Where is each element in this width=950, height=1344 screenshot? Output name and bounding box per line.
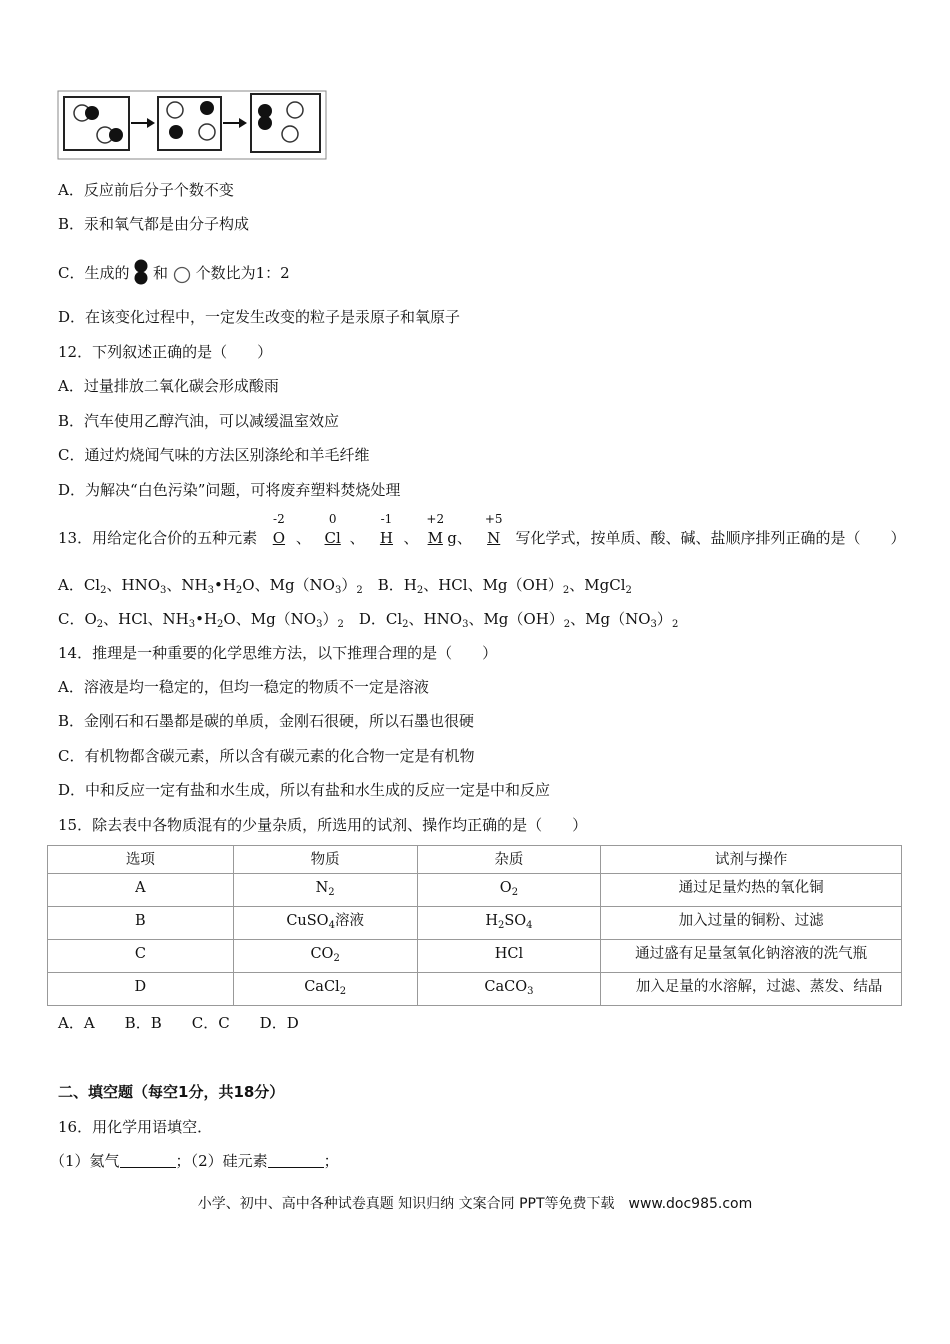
q13-options-cd: C．$O_2$、HCl、$NH_3•H_2O$、$Mg(NO_3)_2$ D．$Cl_2$、$HNO_3$、$Mg(OH)_2$、$Mg(NO_3)_2$ bbox=[58, 610, 679, 630]
table-row bbox=[48, 907, 902, 940]
header-reagent: 试剂与操作 bbox=[601, 846, 902, 874]
substance-cell: $N_2$ bbox=[233, 874, 417, 907]
q14-option-d: D．中和反应一定有盐和水生成，所以有盐和水生成的反应一定是中和反应 bbox=[58, 781, 551, 799]
semicolon: ； bbox=[175, 1152, 191, 1170]
q13-stem-pre: 13．用给定化合价的五种元素 bbox=[58, 529, 258, 547]
reaction-diagram bbox=[57, 90, 327, 160]
separator: 、 bbox=[295, 529, 311, 547]
q12-option-a: A．过量排放二氧化碳会形成酸雨 bbox=[58, 377, 279, 395]
q14-option-c: C．有机物都含碳元素，所以含有碳元素的化合物一定是有机物 bbox=[58, 747, 475, 765]
q11-option-c bbox=[58, 258, 290, 286]
q11-option-c-mid: 和 bbox=[153, 264, 169, 282]
answer-blank-1[interactable] bbox=[120, 1153, 176, 1168]
q12-stem: 12．下列叙述正确的是（ ） bbox=[58, 343, 273, 361]
row-label: A bbox=[48, 874, 234, 907]
substance-cell: CuSO$_4$溶液 bbox=[233, 907, 417, 940]
row-label: C bbox=[48, 940, 234, 973]
q13-stem-post: 写化学式，按单质、酸、碱、盐顺序排列正确的是（ ） bbox=[515, 529, 906, 547]
substance-cell: CaCl$_2$ bbox=[233, 973, 417, 1006]
q15-stem: 15．除去表中各物质混有的少量杂质，所选用的试剂、操作均正确的是（ ） bbox=[58, 816, 588, 834]
page-footer: 小学、初中、高中各种试卷真题 知识归纳 文案合同 PPT等免费下载 www.doc985.com bbox=[197, 1196, 753, 1212]
valence-oxygen: -2 O bbox=[272, 512, 286, 547]
header-impurity: 杂质 bbox=[417, 846, 601, 874]
q14-option-a: A．溶液是均一稳定的，但均一稳定的物质不一定是溶液 bbox=[58, 678, 429, 696]
valence-chlorine: 0 Cl bbox=[324, 512, 341, 547]
q11-option-c-post: 个数比为1：2 bbox=[195, 264, 290, 282]
q16-part2-label: （2）硅元素 bbox=[190, 1152, 268, 1170]
row-label: D bbox=[48, 973, 234, 1006]
header-substance: 物质 bbox=[233, 846, 417, 874]
reagent-cell: 加入过量的铜粉、过滤 bbox=[601, 907, 902, 940]
impurity-cell: HCl bbox=[417, 940, 601, 973]
q15-answers: A．A B．B C．C D．D bbox=[58, 1014, 299, 1032]
q12-option-b: B．汽车使用乙醇汽油，可以减缓温室效应 bbox=[58, 412, 340, 430]
reagent-cell: 通过足量灼热的氧化铜 bbox=[601, 874, 902, 907]
q11-option-b: B．汞和氧气都是由分子构成 bbox=[58, 215, 250, 233]
reagent-cell: 通过盛有足量氢氧化钠溶液的洗气瓶 bbox=[601, 940, 902, 973]
q12-option-c: C．通过灼烧闻气味的方法区别涤纶和羊毛纤维 bbox=[58, 446, 370, 464]
q11-option-a: A．反应前后分子个数不变 bbox=[58, 181, 234, 199]
impurity-cell: $H_2SO_4$ bbox=[417, 907, 601, 940]
row-label: B bbox=[48, 907, 234, 940]
table-row bbox=[48, 940, 902, 973]
q11-option-d: D．在该变化过程中，一定发生改变的粒子是汞原子和氧原子 bbox=[58, 308, 461, 326]
table-row bbox=[48, 874, 902, 907]
white-atom-icon bbox=[173, 266, 191, 284]
valence-magnesium: +2 M bbox=[426, 512, 445, 547]
table-row bbox=[48, 973, 902, 1006]
q16-blanks bbox=[50, 1151, 339, 1171]
valence-nitrogen: +5 N bbox=[484, 512, 503, 547]
q13-stem bbox=[58, 512, 906, 548]
q11-option-c-pre: C．生成的 bbox=[58, 264, 130, 282]
reagent-cell: 加入足量的水溶解，过滤、蒸发、结晶 bbox=[601, 973, 902, 1006]
separator: 、 bbox=[403, 529, 419, 547]
answer-blank-2[interactable] bbox=[268, 1153, 324, 1168]
substance-cell: $CO_2$ bbox=[233, 940, 417, 973]
q13-options-ab: A．$Cl_2$、$HNO_3$、$NH_3•H_2O$、$Mg(NO_3)_2$ B．$H_2$、HCl、$Mg(OH)_2$、MgCl$_2$ bbox=[58, 576, 632, 596]
table-header-row bbox=[48, 846, 902, 874]
semicolon: ； bbox=[323, 1152, 339, 1170]
separator: 、 bbox=[349, 529, 365, 547]
separator: 、 bbox=[456, 529, 472, 547]
diatomic-molecule-icon bbox=[134, 258, 148, 286]
section-title: 二、填空题（每空1分，共18分） bbox=[58, 1083, 285, 1101]
q14-stem: 14．推理是一种重要的化学思维方法，以下推理合理的是（ ） bbox=[58, 644, 498, 662]
header-option: 选项 bbox=[48, 846, 234, 874]
magnesium-tail: g bbox=[447, 529, 457, 547]
q14-option-b: B．金刚石和石墨都是碳的单质，金刚石很硬，所以石墨也很硬 bbox=[58, 712, 475, 730]
impurity-cell: $O_2$ bbox=[417, 874, 601, 907]
valence-hydrogen: -1 H bbox=[379, 512, 394, 547]
q12-option-d: D．为解决“白色污染”问题，可将废弃塑料焚烧处理 bbox=[58, 481, 401, 499]
q16-part1-label: （1）氦气 bbox=[50, 1152, 120, 1170]
q16-stem: 16．用化学用语填空． bbox=[58, 1118, 213, 1136]
impurity-table bbox=[47, 845, 902, 1006]
impurity-cell: CaCO$_3$ bbox=[417, 973, 601, 1006]
